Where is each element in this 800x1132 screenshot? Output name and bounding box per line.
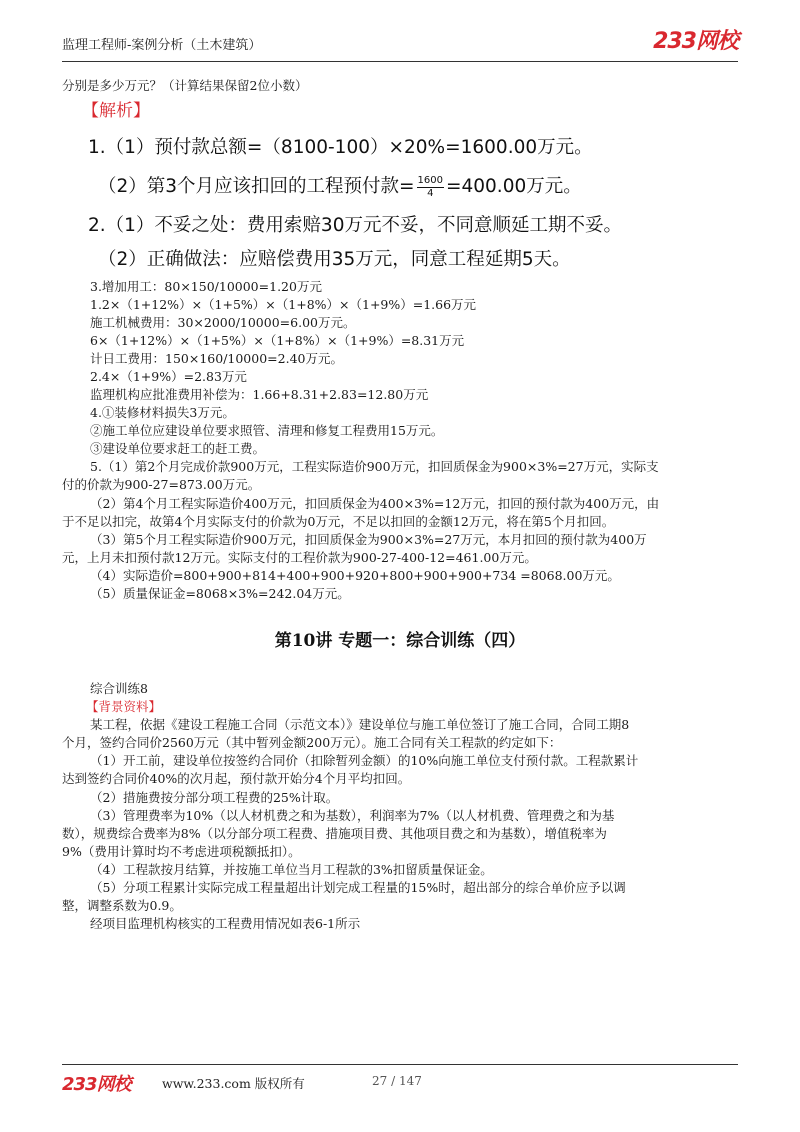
s5-1b: 付的价款为900-27=873.00万元。 (62, 477, 261, 492)
s3-line-7: 监理机构应批准费用补偿为：1.66+8.31+2.83=12.80万元 (90, 387, 429, 402)
fraction-numerator: 1600 (417, 174, 443, 186)
bg-1b: 个月，签约合同价2560万元（其中暂列金额200万元）。施工合同有关工程款的约定如下： (62, 735, 562, 750)
s5-3a: （3）第5个月工程实际造价900万元，扣回质保金为900×3%=27万元，本月扣回的预付款为400万 (90, 532, 647, 547)
page-header (62, 16, 738, 62)
header-divider (62, 61, 738, 62)
footer-copyright: www.233.com 版权所有 (162, 1076, 305, 1091)
bg-1a: 某工程，依据《建设工程施工合同（示范文本）》建设单位与施工单位签订了施工合同，合同工期8 (90, 717, 630, 732)
s4-line-2: ②施工单位应建设单位要求照管、清理和修复工程费用15万元。 (90, 423, 444, 438)
answer-1-2-prefix: （2）第3个月应该扣回的工程预付款= (98, 176, 415, 197)
fraction-denominator: 4 (427, 187, 434, 199)
s4-line-1: 4.①装修材料损失3万元。 (90, 405, 235, 420)
answer-1-2 (98, 172, 582, 200)
bg-2b: 达到签约合同价40%的次月起，预付款开始分4个月平均扣回。 (62, 771, 411, 786)
page-footer (62, 1064, 738, 1094)
s5-2b: 于不足以扣完，故第4个月实际支付的价款为0万元，不足以扣回的金额12万元，将在第5个月扣回。 (62, 514, 615, 529)
answer-2-2: （2）正确做法：应赔偿费用35万元，同意工程延期5天。 (98, 249, 571, 270)
bg-3: （2）措施费按分部分项工程费的25%计取。 (90, 790, 339, 805)
section-heading: 第10讲 专题一：综合训练（四） (274, 631, 526, 651)
s5-4: （4）实际造价=800+900+814+400+900+920+800+900+900+734 =8068.00万元。 (90, 568, 620, 583)
bg-4a: （3）管理费率为10%（以人材机费之和为基数），利润率为7%（以人材机费、管理费之和为基 (90, 808, 615, 823)
analysis-label: 【解析】 (82, 101, 150, 121)
document-title: 监理工程师-案例分析（土木建筑） (62, 38, 262, 53)
background-label: 【背景资料】 (86, 699, 162, 714)
answer-1-2-suffix: =400.00万元。 (446, 176, 582, 197)
drill-label: 综合训练8 (90, 681, 148, 696)
s3-line-3: 施工机械费用：30×2000/10000=6.00万元。 (90, 315, 356, 330)
bg-6a: （5）分项工程累计实际完成工程量超出计划完成工程量的15%时，超出部分的综合单价应予以调 (90, 880, 626, 895)
fraction (417, 175, 444, 200)
s3-line-6: 2.4×（1+9%）=2.83万元 (90, 369, 247, 384)
brand-logo: 233网校 (653, 29, 738, 54)
bg-6b: 整，调整系数为0.9。 (62, 898, 182, 913)
page-number: 27 / 147 (372, 1074, 422, 1088)
intro-line: 分别是多少万元？（计算结果保留2位小数） (62, 78, 308, 93)
bg-7: 经项目监理机构核实的工程费用情况如表6-1所示 (90, 916, 361, 931)
answer-1-1: 1.（1）预付款总额=（8100-100）×20%=1600.00万元。 (88, 137, 593, 158)
bg-4c: 9%（费用计算时均不考虑进项税额抵扣）。 (62, 844, 301, 859)
answer-2-1: 2.（1）不妥之处：费用索赔30万元不妥，不同意顺延工期不妥。 (88, 215, 622, 236)
s3-line-5: 计日工费用：150×160/10000=2.40万元。 (90, 351, 343, 366)
footer-divider (62, 1064, 738, 1065)
bg-2a: （1）开工前，建设单位按签约合同价（扣除暂列金额）的10%向施工单位支付预付款。工程款累计 (90, 753, 639, 768)
s5-5: （5）质量保证金=8068×3%=242.04万元。 (90, 586, 350, 601)
bg-4b: 数），规费综合费率为8%（以分部分项工程费、措施项目费、其他项目费之和为基数），增值税率为 (62, 826, 607, 841)
bg-5: （4）工程款按月结算，并按施工单位当月工程款的3%扣留质量保证金。 (90, 862, 493, 877)
s4-line-3: ③建设单位要求赶工的赶工费。 (90, 441, 266, 456)
s3-line-2: 1.2×（1+12%）×（1+5%）×（1+8%）×（1+9%）=1.66万元 (90, 297, 477, 312)
s5-2a: （2）第4个月工程实际造价400万元，扣回质保金为400×3%=12万元，扣回的预付款为400万元，由 (90, 496, 660, 511)
s3-line-4: 6×（1+12%）×（1+5%）×（1+8%）×（1+9%）=8.31万元 (90, 333, 465, 348)
s5-3b: 元，上月未扣预付款12万元。实际支付的工程价款为900-27-400-12=461.00万元。 (62, 550, 537, 565)
s5-1a: 5.（1）第2个月完成价款900万元，工程实际造价900万元，扣回质保金为900×3%=27万元，实际支 (90, 459, 659, 474)
footer-logo: 233网校 (62, 1074, 131, 1095)
s3-line-1: 3.增加用工：80×150/10000=1.20万元 (90, 279, 322, 294)
